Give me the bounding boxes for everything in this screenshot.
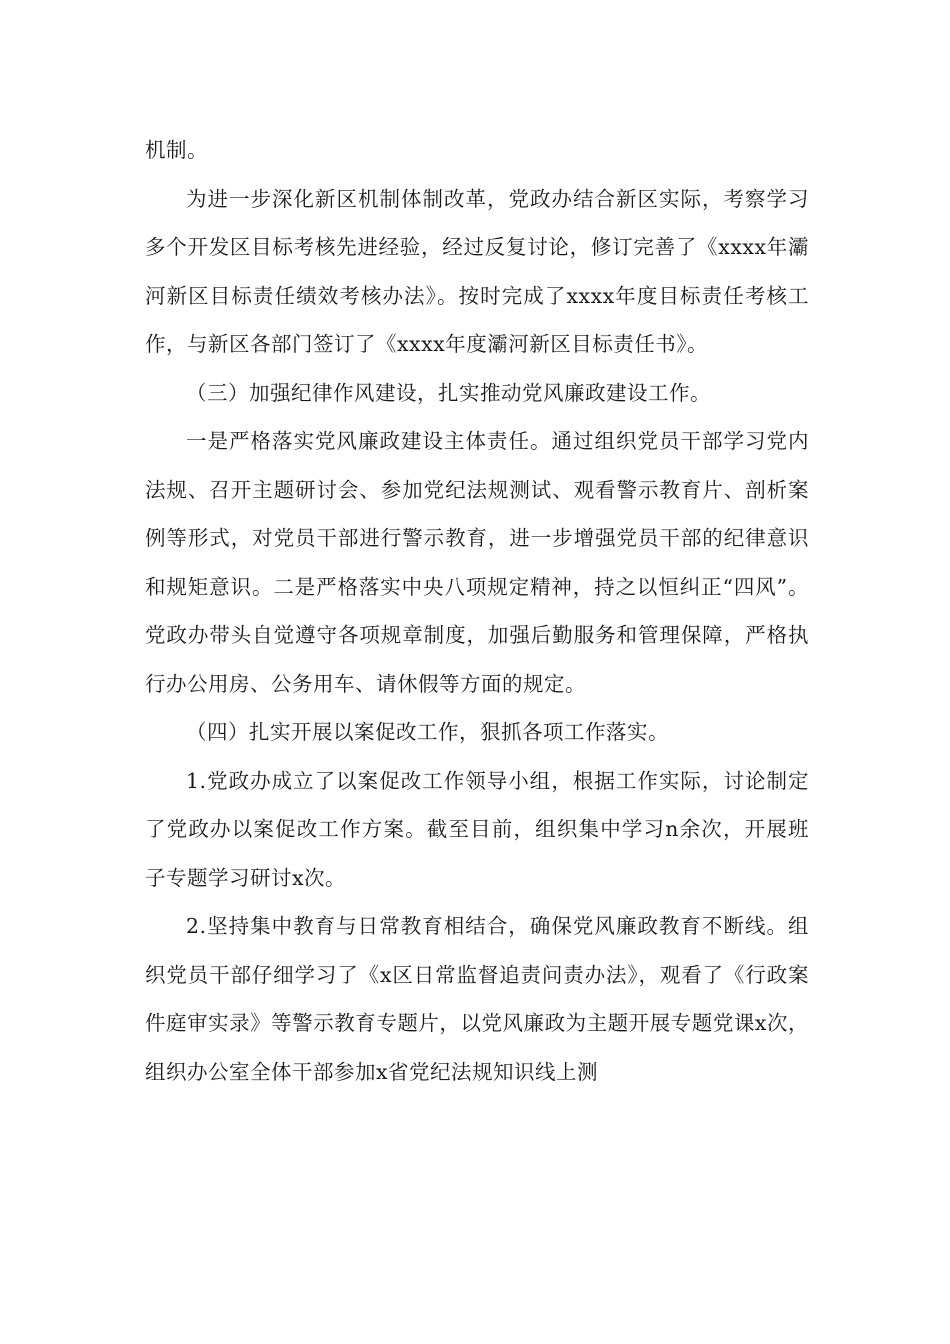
paragraph-4: 一是严格落实党风廉政建设主体责任。通过组织党员干部学习党内法规、召开主题研讨会、参加党纪法规测试、观看警示教育片、剖析案例等形式，对党员干部进行警示教育，进一步增强党员干部的纪律意识和规矩意识。二是严格落实中央八项规定精神，持之以恒纠正“四风”。党政办带头自觉遵守各项规章制度，加强后勤服务和管理保障，严格执行办公用房、公务用车、请休假等方面的规定。 <box>145 429 809 696</box>
paragraph-2: 为进一步深化新区机制体制改革，党政办结合新区实际，考察学习多个开发区目标考核先进经验，经过反复讨论，修订完善了《xxxx年灞河新区目标责任绩效考核办法》。按时完成了xxxx年度目标责任考核工作，与新区各部门签订了《xxxx年度灞河新区目标责任书》。 <box>145 186 809 356</box>
section-heading-3: （三）加强纪律作风建设，扎实推动党风廉政建设工作。 <box>186 380 711 405</box>
paragraph-item-1: 1.党政办成立了以案促改工作领导小组，根据工作实际，讨论制定了党政办以案促改工作方案。截至目前，组织集中学习n余次，开展班子专题学习研讨x次。 <box>145 768 809 890</box>
document-body <box>145 126 809 1096</box>
paragraph-item-2: 2.坚持集中教育与日常教育相结合，确保党风廉政教育不断线。组织党员干部仔细学习了《x区日常监督追责问责办法》，观看了《行政案件庭审实录》等警示教育专题片，以党风廉政为主题开展专题党课x次，组织办公室全体干部参加x省党纪法规知识线上测 <box>145 914 809 1084</box>
section-heading-4: （四）扎实开展以案促改工作，狠抓各项工作落实。 <box>186 720 669 744</box>
paragraph-1: 机制。 <box>145 138 208 162</box>
